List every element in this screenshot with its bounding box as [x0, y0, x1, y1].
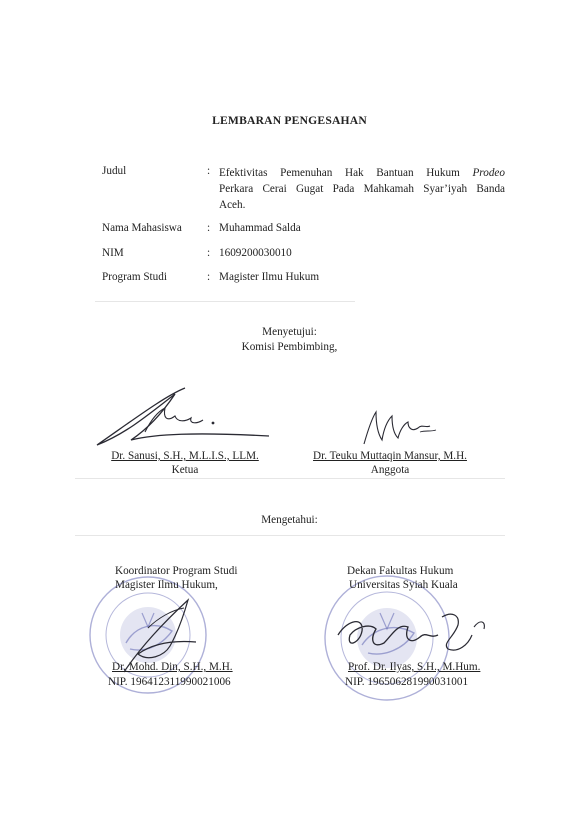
scan-line [75, 535, 505, 536]
judul-value-line2: Perkara Cerai Gugat Pada Mahkamah Syar’iyah Banda [219, 183, 505, 195]
left-title-line1: Koordinator Program Studi [115, 565, 238, 577]
nama-value: Muhammad Salda [219, 222, 301, 234]
nim-value: 1609200030010 [219, 247, 292, 259]
judul-value-prodeo: Prodeo [472, 167, 505, 179]
ketua-signature-icon [85, 382, 280, 452]
left-name: Dr. Mohd. Din, S.H., M.H. [112, 661, 233, 673]
judul-colon: : [207, 165, 211, 177]
judul-label: Judul [102, 165, 127, 177]
right-name: Prof. Dr. Ilyas, S.H., M.Hum. [348, 661, 481, 673]
left-nip: NIP. 196412311990021006 [108, 676, 231, 688]
judul-value [219, 165, 505, 213]
left-title-line2: Magister Ilmu Hukum, [115, 579, 218, 591]
nim-label: NIM [102, 247, 124, 259]
acknowledge-heading: Mengetahui: [261, 514, 318, 526]
ketua-name: Dr. Sanusi, S.H., M.L.I.S., LLM. [111, 450, 259, 462]
nama-colon: : [207, 222, 211, 234]
ketua-role: Ketua [171, 464, 199, 476]
anggota-name: Dr. Teuku Muttaqin Mansur, M.H. [313, 450, 467, 462]
right-title-line2: Universitas Syiah Kuala [349, 579, 458, 591]
prodi-colon: : [207, 271, 211, 283]
right-nip: NIP. 196506281990031001 [345, 676, 469, 688]
nim-colon: : [207, 247, 211, 259]
anggota-role: Anggota [370, 464, 410, 476]
page-title: LEMBARAN PENGESAHAN [212, 114, 367, 127]
scan-line [95, 301, 355, 302]
judul-value-line3: Aceh. [219, 199, 246, 211]
approval-subheading: Komisi Pembimbing, [241, 341, 338, 353]
right-title-line1: Dekan Fakultas Hukum [347, 565, 454, 577]
judul-value-line1: Efektivitas Pemenuhan Hak Bantuan Hukum [219, 167, 473, 179]
prodi-value: Magister Ilmu Hukum [219, 271, 320, 283]
scan-line [75, 478, 505, 479]
approval-heading: Menyetujui: [262, 326, 317, 338]
anggota-signature-icon [360, 408, 440, 450]
prodi-label: Program Studi [102, 271, 167, 283]
right-signature-icon [334, 605, 494, 665]
nama-label: Nama Mahasiswa [102, 222, 182, 234]
